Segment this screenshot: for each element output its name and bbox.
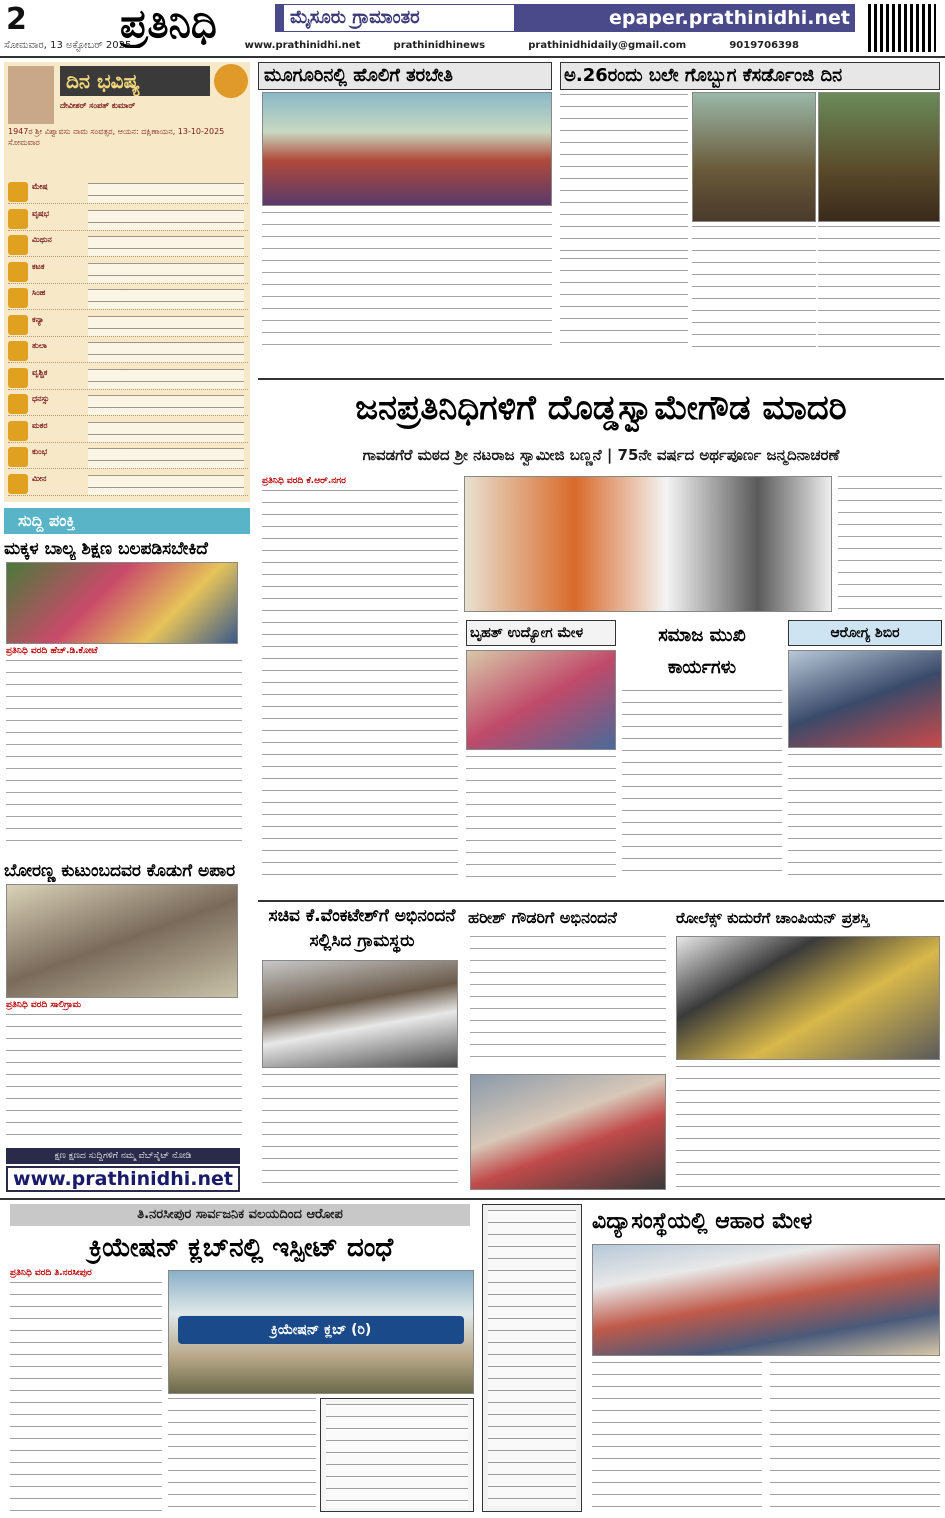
zodiac-row — [8, 180, 248, 204]
villagers-photo — [262, 960, 458, 1068]
sewing-training-body — [262, 212, 552, 352]
zodiac-sign-name: ಮೇಷ — [32, 182, 48, 191]
minister-story-body — [262, 1074, 458, 1190]
zodiac-text — [88, 316, 244, 336]
suddi-story2-byline: ಪ್ರತಿನಿಧಿ ವರದಿ ಸಾಲಿಗ್ರಾಮ — [6, 1000, 82, 1010]
suddi-story1-byline: ಪ್ರತಿನಿಧಿ ವರದಿ ಹೆಚ್.ಡಿ.ಕೋಟೆ — [6, 646, 98, 656]
food-fair-body — [592, 1362, 762, 1512]
website-promo-link[interactable]: www.prathinidhi.net — [6, 1166, 240, 1192]
social-work-title: ಸಮಾಜ ಮುಖಿ ಕಾರ್ಯಗಳು — [658, 625, 746, 678]
job-fair-title: ಬೃಹತ್ ಉದ್ಯೋಗ ಮೇಳ — [470, 625, 584, 641]
club-body — [10, 1282, 162, 1512]
website-promo-text: ಕ್ಷಣ ಕ್ಷಣದ ಸುದ್ದಿಗಳಿಗೆ ನಮ್ಮ ವೆಬ್‌ಸೈಟ್ ನೋಡಿ — [6, 1148, 240, 1164]
zodiac-row — [8, 207, 248, 231]
divider — [0, 1198, 945, 1200]
club-quote — [326, 1404, 468, 1508]
zodiac-sign-name: ವೃಶ್ಚಿಕ — [32, 367, 48, 377]
zodiac-icon — [8, 235, 28, 255]
zodiac-row — [8, 233, 248, 257]
kesar-day-body — [560, 94, 688, 254]
zodiac-row — [8, 392, 248, 416]
zodiac-icon — [8, 447, 28, 467]
suddi-story1-headline: ಮಕ್ಕಳ ಬಾಲ್ಯ ಶಿಕ್ಷಣ ಬಲಪಡಿಸಬೇಕಿದೆ — [4, 539, 208, 559]
zodiac-sign-name: ಮಿಥುನ — [32, 235, 52, 244]
qr-code-icon — [868, 4, 936, 52]
job-fair-photo — [466, 650, 616, 750]
club-signboard: ಕ್ರಿಯೇಷನ್ ಕ್ಲಬ್ (ರಿ) — [178, 1316, 464, 1344]
lead-body — [262, 490, 458, 880]
lead-subhead: ಗಾವಡಗೆರೆ ಮಠದ ಶ್ರೀ ನಟರಾಜ ಸ್ವಾಮೀಜಿ ಬಣ್ಣನೆ | 75ನೇ ವರ್ಷದ ಅರ್ಥಪೂರ್ಣ ಜನ್ಮದಿನಾಚರಣೆ — [362, 446, 840, 464]
club-body — [168, 1398, 316, 1512]
sewing-training-headline: ಮೂಗೂರಿನಲ್ಲಿ ಹೊಲಿಗೆ ತರಬೇತಿ — [264, 65, 453, 86]
panchang-text: 1947ರ ಶ್ರೀ ವಿಶ್ವಾವಸು ನಾಮ ಸಂವತ್ಸರ, ಆಯನ: ದಕ್ಷಿಣಾಯನ, 13-10-2025 ಸೋಮವಾರ — [8, 127, 225, 147]
zodiac-text — [88, 289, 244, 309]
zodiac-icon — [8, 341, 28, 361]
suddi-story2-headline: ಬೋರಣ್ಣ ಕುಟುಂಬದವರ ಕೊಡುಗೆ ಅಪಾರ — [4, 861, 236, 881]
page-number: 2 — [6, 2, 27, 37]
zodiac-icon — [8, 315, 28, 335]
zodiac-sign-name: ಕುಂಭ — [32, 447, 48, 456]
lead-caption — [838, 476, 942, 612]
food-fair-headline: ವಿದ್ಯಾಸಂಸ್ಥೆಯಲ್ಲಿ ಆಹಾರ ಮೇಳ — [592, 1209, 813, 1234]
zodiac-icon — [8, 262, 28, 282]
social-work-body — [622, 690, 782, 878]
social-handle[interactable]: prathinidhinews — [393, 40, 486, 51]
phone-number: 9019706398 — [729, 40, 799, 51]
lead-headline: ಜನಪ್ರತಿನಿಧಿಗಳಿಗೆ ದೊಡ್ಡಸ್ವಾಮೇಗೌಡ ಮಾದರಿ — [355, 388, 847, 428]
harish-story-body — [470, 936, 666, 1068]
zodiac-text — [88, 183, 244, 203]
food-fair-photo — [592, 1244, 940, 1356]
website-link[interactable]: www.prathinidhi.net — [244, 40, 361, 51]
zodiac-icon — [8, 288, 28, 308]
kesar-day-body — [818, 226, 940, 352]
header-info-bar — [0, 38, 865, 54]
epaper-link[interactable]: epaper.prathinidhi.net — [609, 7, 850, 29]
sun-logo-icon — [214, 64, 248, 98]
minister-story-headline: ಸಚಿವ ಕೆ.ವೆಂಕಟೇಶ್‌ಗೆ ಅಭಿನಂದನೆ ಸಲ್ಲಿಸಿದ ಗ್ರಾಮಸ್ಥರು — [268, 906, 456, 951]
zodiac-icon — [8, 394, 28, 414]
astrologer-name: ದೇವೀಶರ್ ಸಂಪತ್ ಕುಮಾರ್ — [60, 101, 136, 110]
kesar-day-body — [692, 226, 816, 352]
horoscope-title: ದಿನ ಭವಿಷ್ಯ — [60, 66, 210, 96]
zodiac-icon — [8, 421, 28, 441]
horse-champion-body — [676, 1066, 940, 1190]
health-camp-title: ಆರೋಗ್ಯ ಶಿಬಿರ — [830, 625, 900, 641]
zodiac-text — [88, 395, 244, 415]
zodiac-row — [8, 286, 248, 310]
zodiac-icon — [8, 209, 28, 229]
zodiac-row — [8, 419, 248, 443]
zodiac-text — [88, 422, 244, 442]
zodiac-text — [88, 448, 244, 468]
club-headline: ಕ್ರಿಯೇಷನ್ ಕ್ಲಬ್‌ನಲ್ಲಿ ಇಸ್ಪೀಟ್ ದಂಧೆ — [88, 1233, 394, 1263]
kesar-day-body — [560, 258, 688, 352]
health-camp-body — [788, 754, 942, 878]
mud-game-photo-2 — [818, 92, 940, 222]
ceremony-photo — [464, 476, 832, 612]
zodiac-sign-name: ವೃಷಭ — [32, 208, 49, 218]
zodiac-row — [8, 445, 248, 469]
zodiac-row — [8, 313, 248, 337]
suddi-story1-body — [6, 660, 242, 844]
edition-name: ಮೈಸೂರು ಗ್ರಾಮಾಂತರ — [284, 5, 514, 31]
training-photo — [262, 92, 552, 206]
horse-champion-headline: ರೋಲೆಕ್ಸ್ ಕುದುರೆಗೆ ಚಾಂಪಿಯನ್ ಪ್ರಶಸ್ತಿ — [676, 909, 870, 927]
zodiac-icon — [8, 474, 28, 494]
zodiac-sign-name: ತುಲಾ — [32, 341, 47, 350]
suddi-title: ಸುದ್ದಿ ಪಂಕ್ತಿ — [4, 508, 250, 534]
school-event-photo — [6, 562, 238, 644]
zodiac-icon — [8, 182, 28, 202]
lead-byline: ಪ್ರತಿನಿಧಿ ವರದಿ ಕೆ.ಆರ್.ನಗರ — [262, 476, 346, 486]
trophy-photo — [676, 936, 940, 1060]
zodiac-text — [88, 369, 244, 389]
club-byline: ಪ್ರತಿನಿಧಿ ವರದಿ ತಿ.ನರಸೀಪುರ — [10, 1268, 92, 1278]
zodiac-row — [8, 472, 248, 496]
zodiac-text — [88, 475, 244, 495]
job-fair-body — [466, 756, 616, 878]
felicitation-photo — [6, 884, 238, 998]
zodiac-text — [88, 210, 244, 230]
zodiac-icon — [8, 368, 28, 388]
quote-column-body — [488, 1210, 576, 1506]
zodiac-sign-name: ಮೀನ — [32, 473, 47, 483]
email-link[interactable]: prathinidhidaily@gmail.com — [528, 40, 687, 51]
zodiac-sign-name: ಸಿಂಹ — [32, 288, 46, 297]
zodiac-sign-name: ಕಟಕ — [32, 261, 45, 271]
zodiac-text — [88, 236, 244, 256]
harish-story-headline: ಹರೀಶ್ ಗೌಡರಿಗೆ ಅಭಿನಂದನೆ — [468, 908, 617, 927]
food-fair-body — [770, 1362, 940, 1512]
divider — [258, 900, 944, 902]
zodiac-row — [8, 339, 248, 363]
zodiac-text — [88, 342, 244, 362]
issue-date: ಸೋಮವಾರ, 13 ಅಕ್ಟೋಬರ್ 2025 — [4, 40, 132, 51]
health-camp-photo — [788, 650, 942, 748]
astrologer-photo — [8, 66, 54, 124]
mud-game-photo — [692, 92, 816, 222]
zodiac-sign-name: ಮಕರ — [32, 420, 48, 430]
divider — [0, 56, 945, 58]
zodiac-text — [88, 263, 244, 283]
masthead: ಪ್ರತಿನಿಧಿ — [120, 0, 217, 47]
zodiac-sign-name: ಧನಸ್ಸು — [32, 394, 50, 403]
zodiac-sign-name: ಕನ್ಯಾ — [32, 314, 44, 324]
zodiac-list — [8, 180, 248, 498]
kesar-day-headline: ಅ.26ರಂದು ಬಲೇ ಗೊಬ್ಬುಗ ಕೆಸರ್ಡೊಂಜಿ ದಿನ — [564, 65, 843, 86]
zodiac-row — [8, 260, 248, 284]
club-kicker: ತಿ.ನರಸೀಪುರ ಸಾರ್ವಜನಿಕ ವಲಯದಿಂದ ಆರೋಪ — [10, 1204, 470, 1226]
suddi-story2-body — [6, 1014, 242, 1142]
felicitation-photo-2 — [470, 1074, 666, 1190]
zodiac-row — [8, 366, 248, 390]
